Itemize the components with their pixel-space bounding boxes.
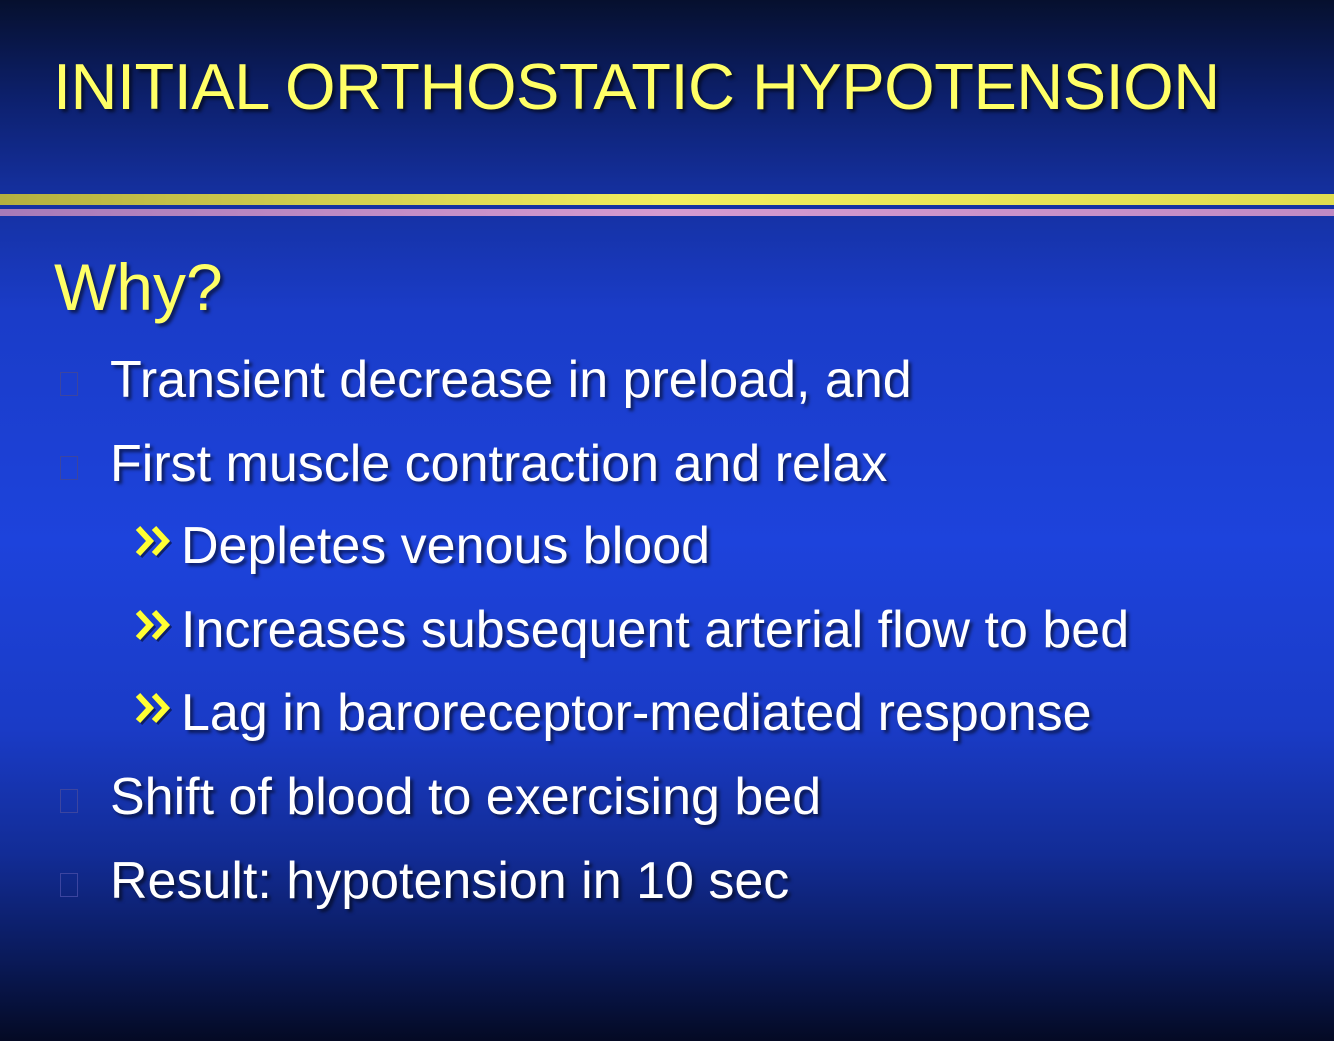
yellow-divider [0,194,1334,205]
bullet-item: Shift of blood to exercising bed [110,768,822,826]
double-chevron-right-icon [134,606,174,646]
sub-bullet-item: Depletes venous blood [181,517,711,575]
bullet-item: First muscle contraction and relax [110,435,888,493]
square-bullet-icon [60,372,78,396]
double-chevron-right-icon [134,689,174,729]
sub-bullet-item: Lag in baroreceptor-mediated response [181,684,1092,742]
square-bullet-icon [60,456,78,480]
slide-title: INITIAL ORTHOSTATIC HYPOTENSION [53,50,1220,123]
pink-divider [0,209,1334,216]
bullet-item: Result: hypotension in 10 sec [110,852,790,910]
double-chevron-right-icon [134,522,174,562]
square-bullet-icon [60,873,78,897]
bullet-item: Transient decrease in preload, and [110,351,912,409]
section-heading: Why? [54,250,223,324]
sub-bullet-item: Increases subsequent arterial flow to bed [181,601,1130,659]
square-bullet-icon [60,789,78,813]
